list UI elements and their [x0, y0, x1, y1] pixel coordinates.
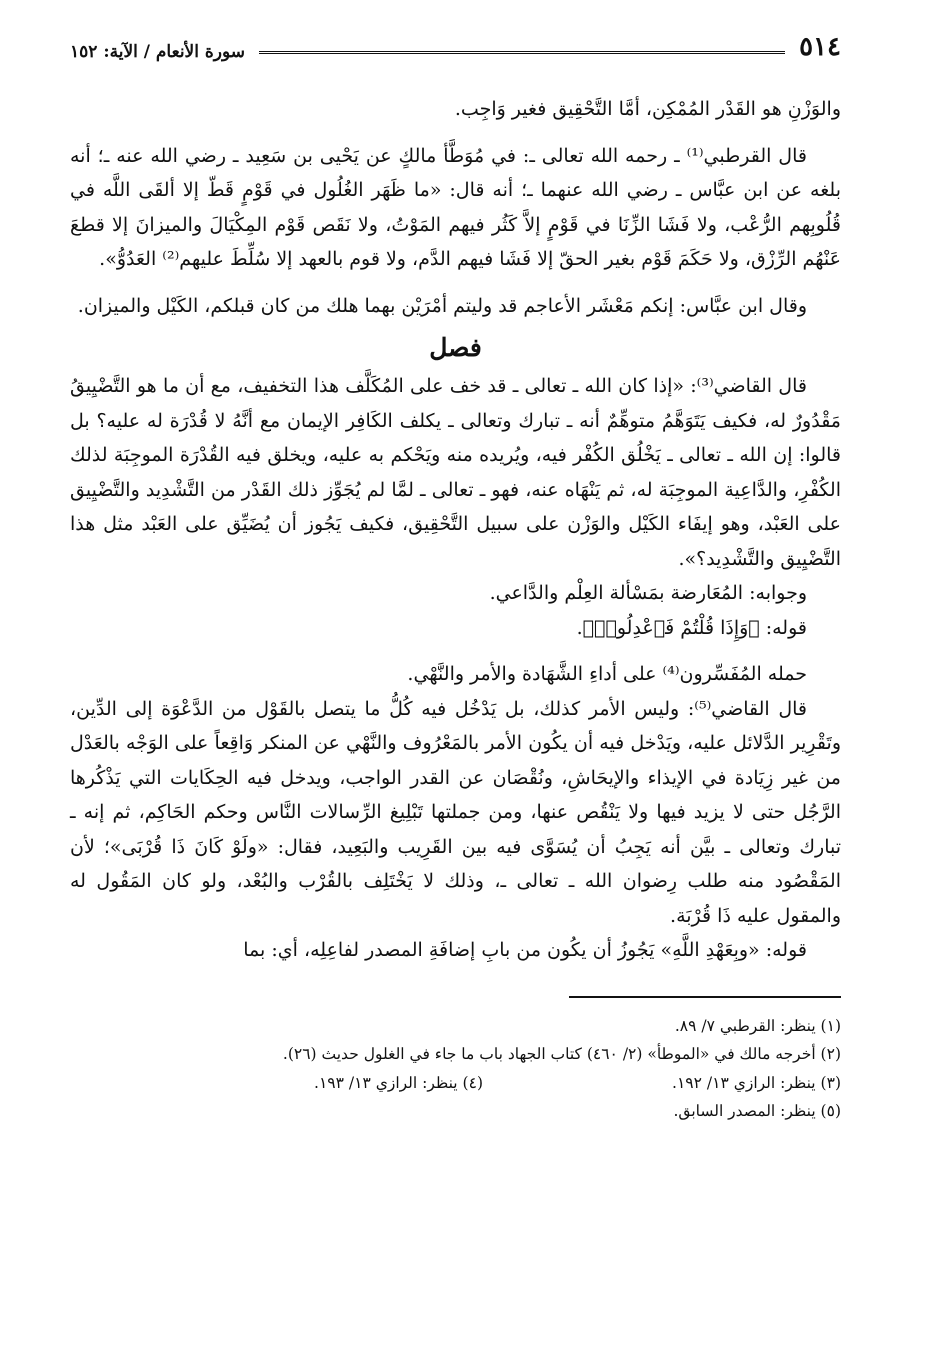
paragraph: قال القاضي⁽⁵⁾: وليس الأمر كذلك، بل يَدْخُل فيه كُلُّ ما يتصل بالقَوْل من الدَّعْوَة إلى الدِّين، وتَقْرِير الدَّلائل عليه، ويَدْخل فيه أن يكُون الأمر بالمَعْرُوف والنَّهْي عن المنكر وَاقِعاً على الوَجْه بالعَدْل من غير زِيَادة في الإيذاء والإيحَاشِ، ونُقْصَان عن القدر الواجب، ويدخل فيه الحِكَايات التي يَذْكُرها الرَّجُل حتى لا يزيد فيها ولا يَنْقُص عنها، ومن جملتها تَبْلِيغ الرِّسالات النَّاس وحكم الحَاكِم، ثم إنه ـ تبارك وتعالى ـ بيَّن أنه يَجِبُ أن يُسَوَّى فيه بين القَرِيب والبَعِيد، فقال: «ولَوْ كَانَ ذَا قُرْبَى»؛ لأن المَقْصُود منه طلب رِضوان الله ـ تعالى ـ، وذلك لا يَخْتَلِف بالقُرْب والبُعْد، ولو كان المَقُول له والمقول عليه ذَا قُرْبَة.: [70, 697, 841, 927]
footnote-row: [70, 1069, 841, 1098]
paragraph: قوله: ﴿وَإِذَا قُلْتُمْ فَٱعْدِلُوا۟﴾.: [576, 616, 807, 639]
paragraph: وجوابه: المُعَارضة بمَسْألة العِلْم والدَّاعي.: [489, 582, 807, 604]
paragraph: وقال ابن عبَّاس: إنكم مَعْشَر الأعاجم قد وليتم أمْرَيْن بهما هلك من كان قبلكم، الكَيْل والميزان.: [77, 294, 807, 317]
footnote: (١) ينظر: القرطبي ٧/ ٨٩.: [674, 1016, 841, 1035]
footnote: (٤) ينظر: الرازي ١٣/ ١٩٣.: [314, 1073, 483, 1092]
page-number: ٥١٤: [799, 32, 841, 62]
header-rule: [259, 51, 785, 54]
page-header: [70, 28, 841, 62]
footnote: (٥) ينظر: المصدر السابق.: [673, 1102, 841, 1120]
footnote: (٣) ينظر: الرازي ١٣/ ١٩٢.: [672, 1073, 841, 1092]
footnote-rule: [569, 996, 841, 998]
section-title: فصل: [429, 333, 482, 362]
footnotes: [70, 1012, 841, 1126]
footnote: (٢) أخرجه مالك في «الموطأ» (٢/ ٤٦٠) كتاب الجهاد باب ما جاء في الغلول حديث (٢٦).: [282, 1045, 841, 1063]
paragraph: والوَزْنِ هو القَدْر المُمْكِن، أمَّا التَّحْقِيق فغير وَاجِب.: [454, 98, 841, 120]
main-text: [70, 92, 841, 968]
paragraph: قوله: «وبِعَهْدِ اللَّهِ» يَجُوزُ أن يكُون من بابِ إضافَةِ المصدر لفاعِلِه، أي: بما: [243, 939, 807, 961]
paragraph: قال القرطبي⁽¹⁾ ـ رحمه الله تعالى ـ: في مُوَطَّأ مالكٍ عن يَحْيى بن سَعِيد ـ رضي الله عنه ـ؛ أنه بلغه عن ابن عبَّاس ـ رضي الله عنهما ـ؛ أنه قال: «ما ظَهَر الغُلُول في قَوْمٍ قَطّ إلا ألقَى اللَّه في قُلُوبِهم الرُّعْب، ولا فَشَا الزِّنَا في قَوْمٍ إلاَّ كَثُر فيهم المَوْتُ، ولا نَقَص قَوْم المِكْيَالَ والميزانَ إلا قطعَ عَنْهُم الرِّزْق، ولا حَكَمَ قَوْم بغير الحقّ إلا فَشَا فيهم الدَّم، ولا قوم بالعهد إلا سُلِّطَ عليهم⁽²⁾ العَدُوُّ».: [70, 144, 841, 270]
paragraph: حمله المُفَسِّرون⁽⁴⁾ على أداءِ الشَّهَادة والأمر والنَّهْي.: [407, 663, 807, 685]
paragraph: قال القاضي⁽³⁾: «إذا كان الله ـ تعالى ـ قد خف على المُكَلَّف هذا التخفيف، مع أن ما هو التَّضْيِيقُ مَقْدُورٌ له، فكيف يَتَوَهَّمُ متوهِّمٌ أنه ـ تبارك وتعالى ـ يكلف الكَافِر الإيمان مع أنَّهُ لا قُدْرَة له عليه؟ بل قالوا: إن الله ـ تعالى ـ يَخْلُق الكُفْر فيه، ويُريده منه ويَحْكم به عليه، ويخلق فيه القُدْرَة الموجِبَة لذلك الكُفْرِ، والدَّاعِية الموجِبَة له، ثم يَنْهَاه عنه، فهو ـ تعالى ـ لمَّا لم يُجَوِّز ذلك القَدْر من التَّشْدِيد والتَّضْيِيق على العَبْد، وهو إيفَاء الكَيْل والوَزْن على سبيل التَّحْقِيق، فكيف يَجُوز أن يُضَيِّق على العَبْد مثل هذا التَّضْيِيق والتَّشْدِيد؟».: [70, 375, 841, 570]
running-title: سورة الأنعام / الآية: ١٥٢: [70, 42, 246, 62]
